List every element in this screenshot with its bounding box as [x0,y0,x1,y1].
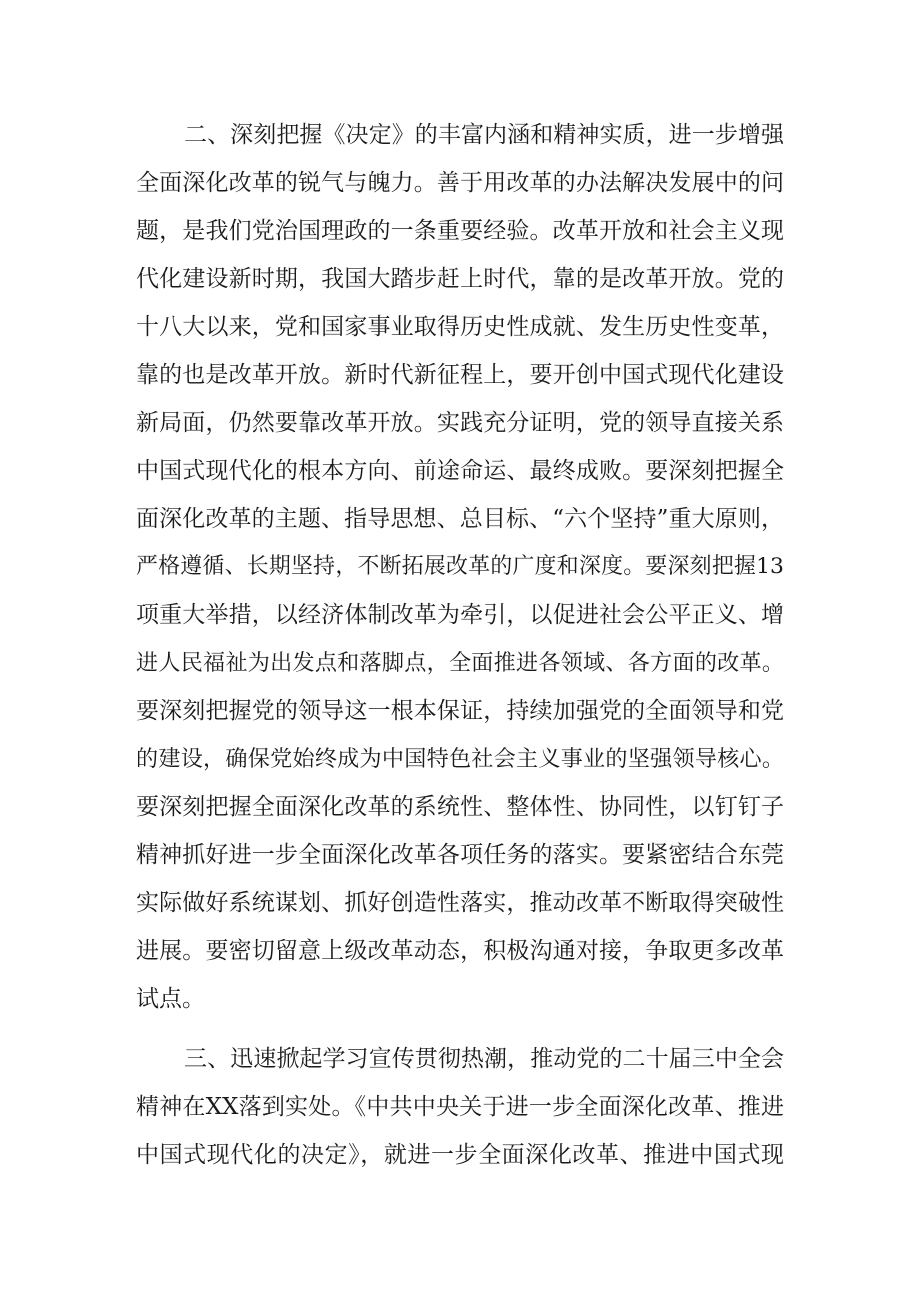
paragraph-line: 面深化改革的主题、指导思想、总目标、“六个坚持”重大原则， [136,506,784,532]
paragraph-line: 要深刻把握全面深化改革的系统性、整体性、协同性，以钉钉子 [136,794,784,820]
paragraph-line: 题，是我们党治国理政的一条重要经验。改革开放和社会主义现 [136,218,784,244]
paragraph-line: 中国式现代化的根本方向、前途命运、最终成败。要深刻把握全 [136,458,784,484]
paragraph-line: 全面深化改革的锐气与魄力。善于用改革的办法解决发展中的问 [136,170,784,196]
paragraph-line: 新局面，仍然要靠改革开放。实践充分证明，党的领导直接关系 [136,410,784,436]
paragraph-line: 的建设，确保党始终成为中国特色社会主义事业的坚强领导核心。 [136,746,784,772]
paragraph-line: 进人民福祉为出发点和落脚点，全面推进各领域、各方面的改革。 [136,650,784,676]
paragraph-line: 进展。要密切留意上级改革动态，积极沟通对接，争取更多改革 [136,938,784,964]
paragraph-line: 项重大举措，以经济体制改革为牵引，以促进社会公平正义、增 [136,602,784,628]
paragraph-line: 要深刻把握党的领导这一根本保证，持续加强党的全面领导和党 [136,698,784,724]
document-body [136,111,784,1179]
paragraph-line: 三、迅速掀起学习宣传贯彻热潮，推动党的二十届三中全会 [184,1046,784,1072]
paragraph-line: 严格遵循、长期坚持，不断拓展改革的广度和深度。要深刻把握13 [136,554,784,579]
paragraph-line: 实际做好系统谋划、抓好创造性落实，推动改革不断取得突破性 [136,890,784,916]
paragraph-line: 中国式现代化的决定》，就进一步全面深化改革、推进中国式现 [136,1142,784,1168]
paragraph-line: 靠的也是改革开放。新时代新征程上，要开创中国式现代化建设 [136,362,784,388]
paragraph-line: 精神抓好进一步全面深化改革各项任务的落实。要紧密结合东莞 [136,842,784,868]
paragraph-line: 精神在XX落到实处。《中共中央关于进一步全面深化改革、推进 [136,1094,784,1120]
paragraph-line: 试点。 [136,986,205,1012]
paragraph-2 [136,111,784,1023]
paragraph-3 [136,1035,784,1179]
paragraph-line: 代化建设新时期，我国大踏步赶上时代，靠的是改革开放。党的 [136,266,784,292]
paragraph-line: 十八大以来，党和国家事业取得历史性成就、发生历史性变革， [136,314,784,340]
paragraph-line: 二、深刻把握《决定》的丰富内涵和精神实质，进一步增强 [184,122,784,148]
paragraph-gap [136,1023,784,1035]
